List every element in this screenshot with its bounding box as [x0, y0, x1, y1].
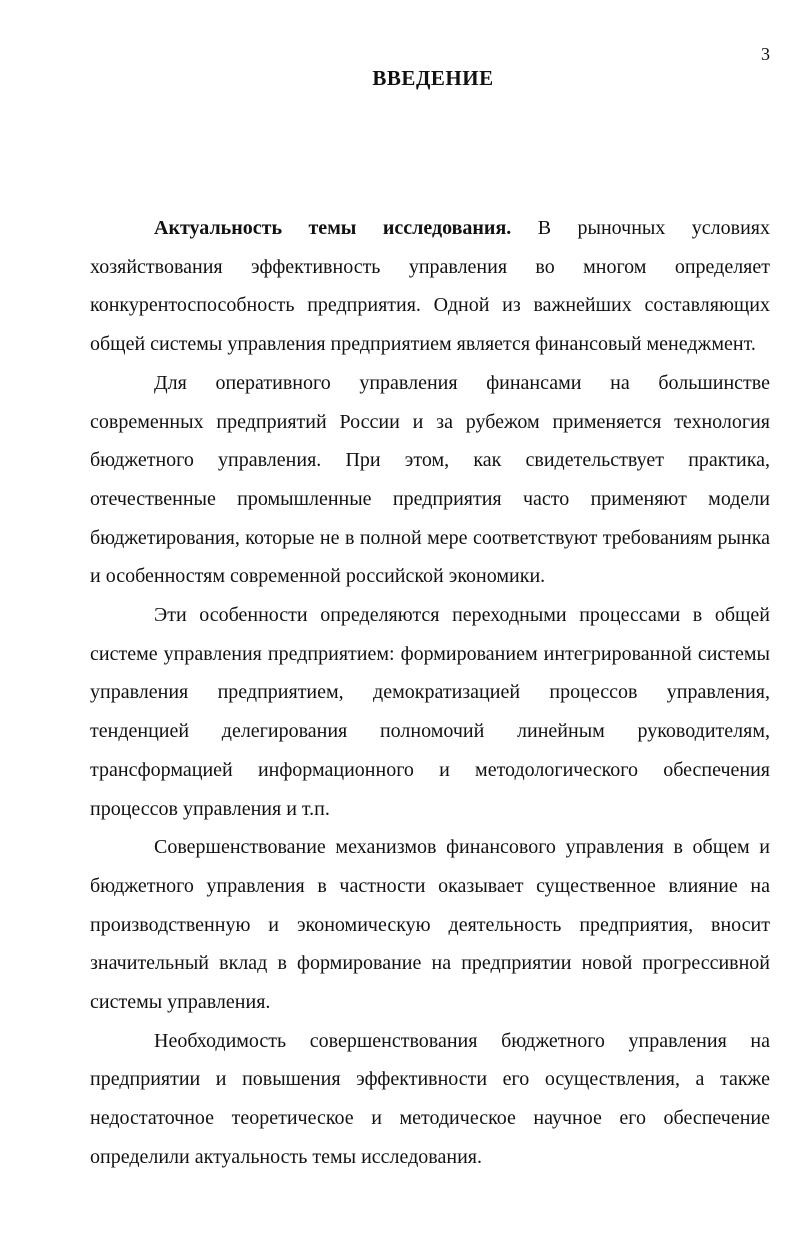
paragraph-lead: Актуальность темы исследования.	[154, 217, 512, 239]
paragraph-improvement: Совершенствование механизмов финансового управления в общем и бюджетного управления в частности оказывает существенное влияние на производственную и экономическую деятельность предприятия, вносит значительный вклад в формирование на предприятии новой прогрессивной системы управления.	[90, 836, 770, 1014]
paragraph-relevance	[90, 209, 770, 364]
paragraph-text: В рыночных условиях хозяйствования эффективность управления во многом определяет конкурентоспособность предприятия. Одной из важнейших составляющих общей системы управления предприятием является финансовый менеджмент.	[90, 217, 770, 356]
paragraph-budget-technology: Для оперативного управления финансами на большинстве современных предприятий России и за рубежом применяется технология бюджетного управления. При этом, как свидетельствует практика, отечественные промышленные предприятия часто применяют модели бюджетирования, которые не в полной мере соответствуют требованиям рынка и особенностям современной российской экономики.	[90, 371, 770, 588]
paragraph-transition-features: Эти особенности определяются переходными процессами в общей системе управления предприятием: формированием интегрированной системы управления предприятием, демократизацией процессов управления, тенденцией делегирования полномочий линейным руководителям, трансформацией информационного и методологического обеспечения процессов управления и т.п.	[90, 604, 770, 820]
paragraph-necessity: Необходимость совершенствования бюджетного управления на предприятии и повышения эффективности его осуществления, а также недостаточное теоретическое и методическое научное его обеспечение определили актуальность темы исследования.	[90, 1029, 770, 1168]
page-title: ВВЕДЕНИЕ	[372, 66, 494, 90]
page-number: 3	[761, 44, 770, 64]
document-body	[90, 209, 770, 1177]
